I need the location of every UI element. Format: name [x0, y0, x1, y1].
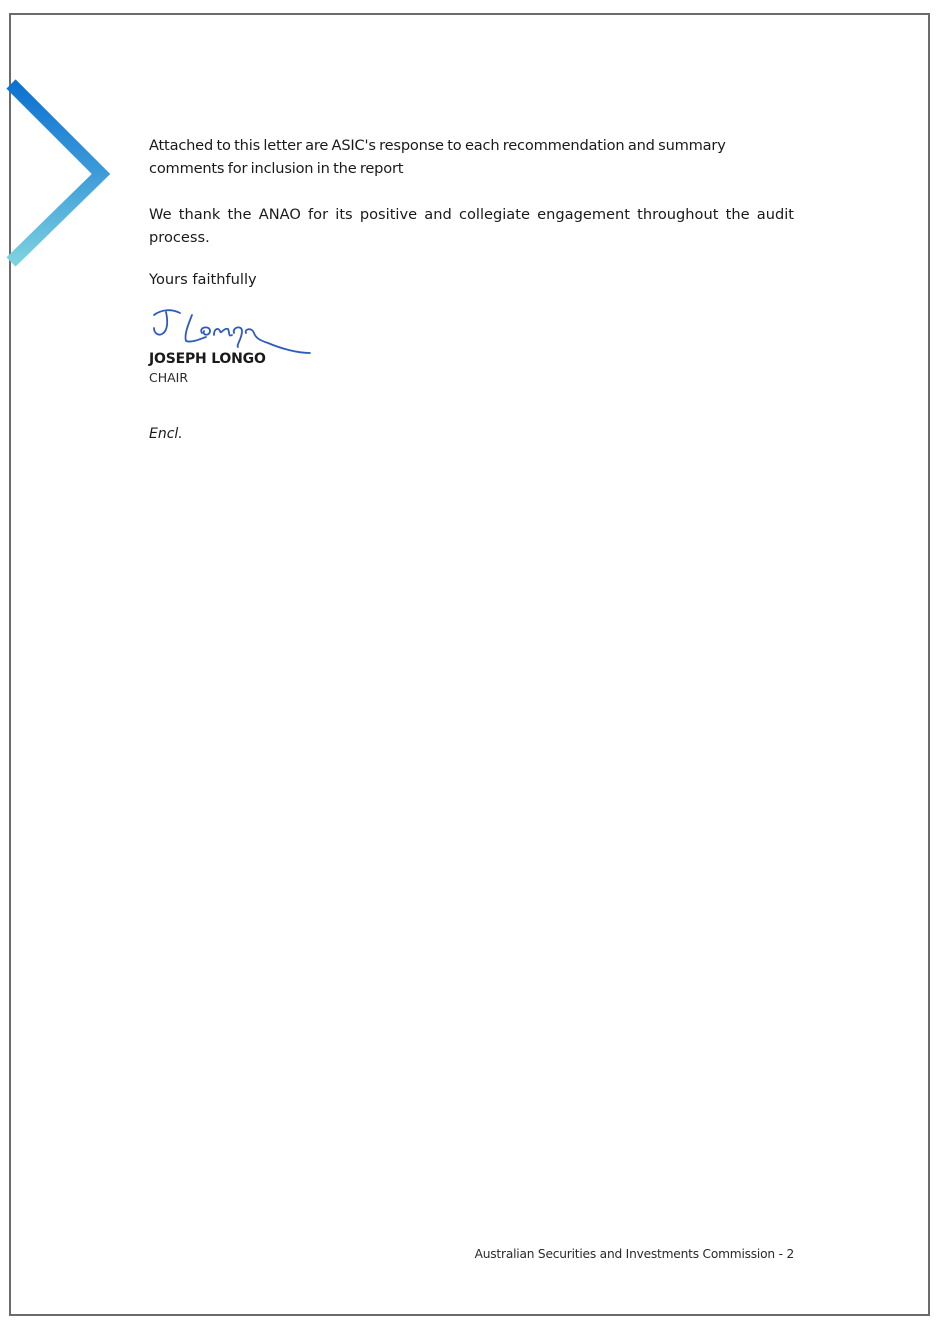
body-paragraph-attachment: Attached to this letter are ASIC's response to each recommendation and summary comments for inclusion in the report — [149, 137, 726, 177]
signer-name: JOSEPH LONGO — [149, 351, 266, 367]
closing-salutation: Yours faithfully — [149, 271, 257, 288]
enclosure-note: Encl. — [149, 426, 183, 442]
body-paragraph-thanks: We thank the ANAO for its positive and collegiate engagement throughout the audit process. — [149, 206, 794, 246]
page-footer: Australian Securities and Investments Commission - 2 — [474, 1247, 794, 1261]
signer-title: CHAIR — [149, 370, 189, 385]
